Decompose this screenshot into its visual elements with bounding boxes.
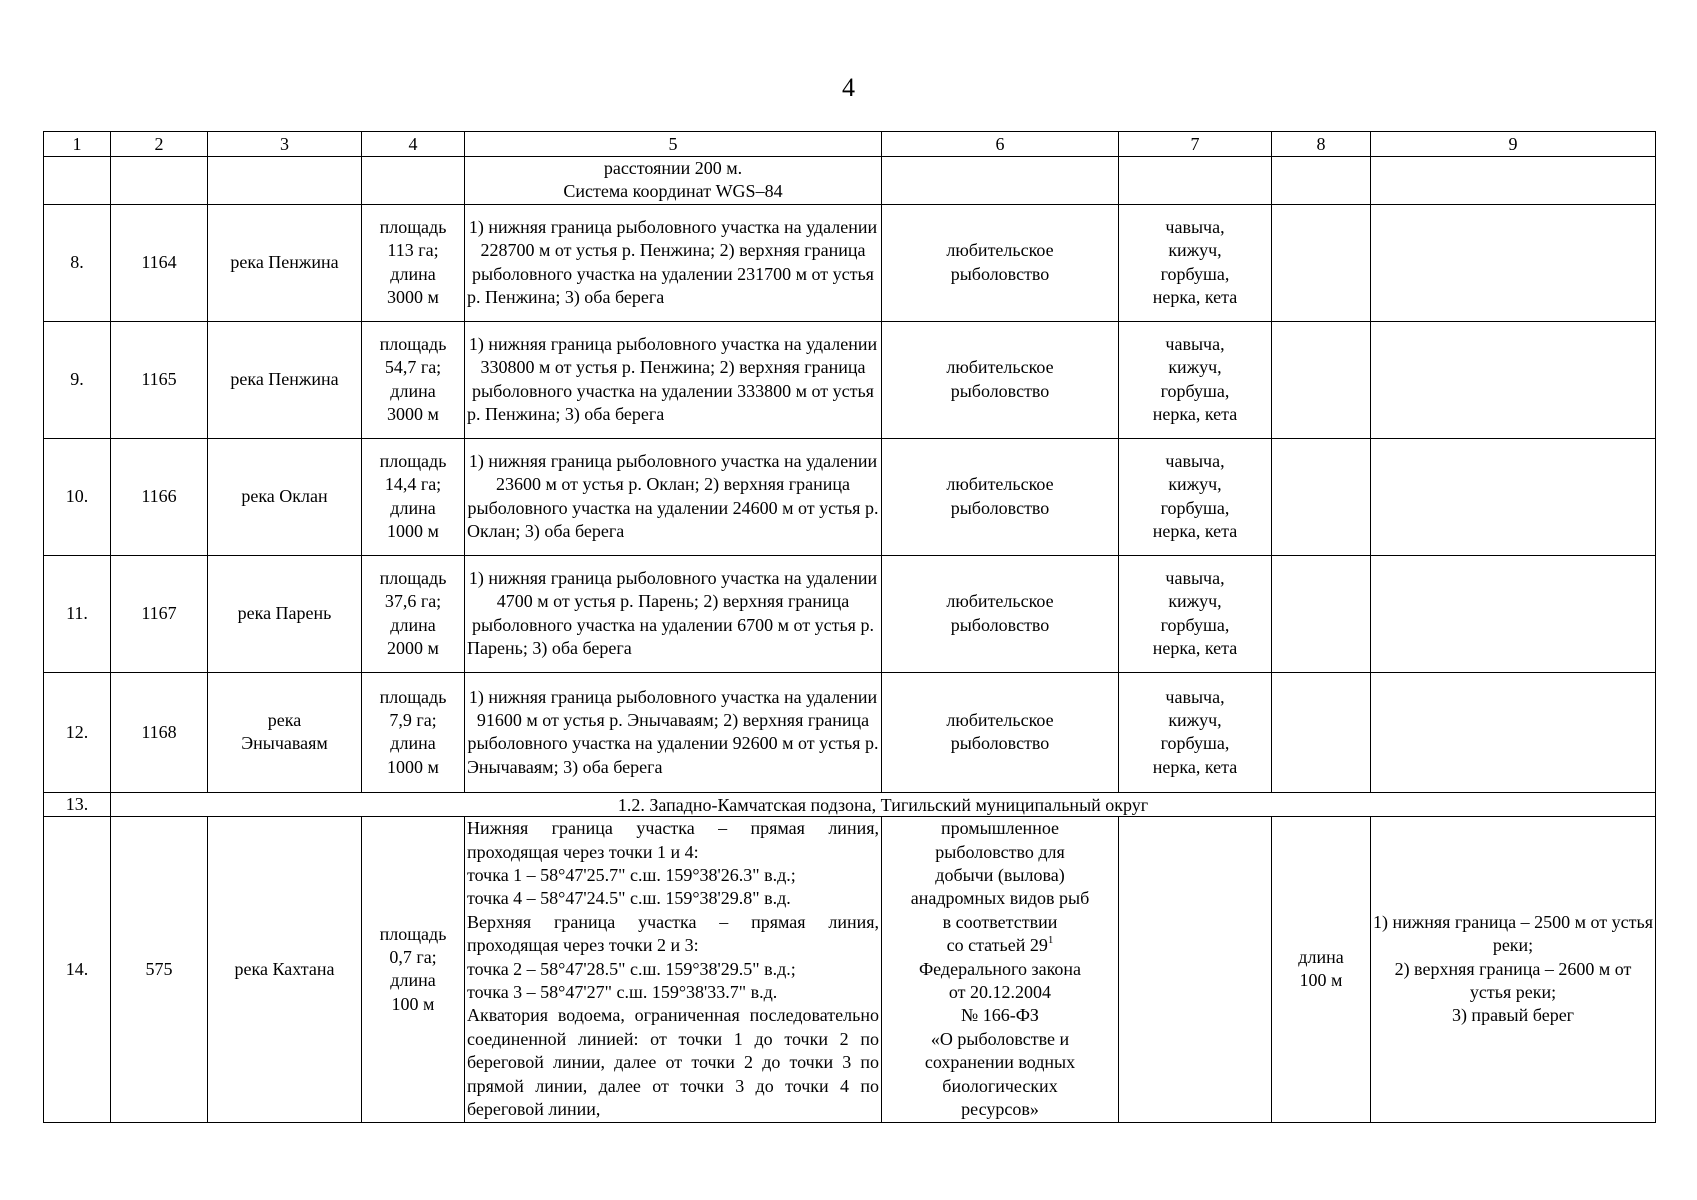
area-code: 1165 (111, 321, 208, 438)
header-cell: 1 (44, 132, 111, 157)
fishing-purpose: любительское рыболовство (882, 555, 1119, 672)
header-row (44, 132, 1656, 157)
water-body-name: река Кахтана (208, 817, 362, 1122)
area-code: 1167 (111, 555, 208, 672)
header-cell: 5 (465, 132, 882, 157)
col9-cell (1371, 438, 1656, 555)
water-body-name: река Пенжина (208, 204, 362, 321)
header-cell: 7 (1119, 132, 1272, 157)
row-number: 9. (44, 321, 111, 438)
page-number: 4 (842, 73, 855, 102)
fish-species: чавыча, кижуч, горбуша, нерка, кета (1119, 204, 1272, 321)
fish-species (1119, 817, 1272, 1122)
header-cell: 8 (1272, 132, 1371, 157)
area-size: площадь 14,4 га; длина 1000 м (362, 438, 465, 555)
row-number: 12. (44, 672, 111, 792)
section-title: 1.2. Западно-Камчатская подзона, Тигильский муниципальный округ (111, 792, 1656, 816)
continuation-row (44, 157, 1656, 205)
table-row (44, 438, 1656, 555)
row-number: 10. (44, 438, 111, 555)
col8-cell (1272, 204, 1371, 321)
area-boundaries: Нижняя граница участка – прямая линия, проходящая через точки 1 и 4: точка 1 – 58°47'25.7" с.ш. 159°38'26.3" в.д.; точка 4 – 58°47'24.5" с.ш. 159°38'29.8" в.д. Верхняя граница участка – прямая линия, проходящая через точки 2 и 3: точка 2 – 58°47'28.5" с.ш. 159°38'29.5" в.д.; точка 3 – 58°47'27" с.ш. 159°38'33.7" в.д. Акватория водоема, ограниченная последовательно соединенной линией: от точки 1 до точки 2 по береговой линии, далее от точки 2 до точки 3 по прямой линии, далее от точки 3 до точки 4 по береговой линии, (465, 817, 882, 1122)
area-code: 575 (111, 817, 208, 1122)
water-body-name: река Оклан (208, 438, 362, 555)
area-code: 1166 (111, 438, 208, 555)
header-cell: 2 (111, 132, 208, 157)
col9-cell (1371, 672, 1656, 792)
header-cell: 9 (1371, 132, 1656, 157)
area-size: площадь 113 га; длина 3000 м (362, 204, 465, 321)
table-row (44, 555, 1656, 672)
row-number: 11. (44, 555, 111, 672)
fish-species: чавыча, кижуч, горбуша, нерка, кета (1119, 555, 1272, 672)
continuation-text: расстоянии 200 м. Система координат WGS–84 (465, 157, 882, 205)
section-row (44, 792, 1656, 816)
water-body-name: река Парень (208, 555, 362, 672)
header-cell: 6 (882, 132, 1119, 157)
col9-cell (1371, 204, 1656, 321)
area-size: площадь 0,7 га; длина 100 м (362, 817, 465, 1122)
fish-species: чавыча, кижуч, горбуша, нерка, кета (1119, 672, 1272, 792)
area-boundaries: 1) нижняя граница рыболовного участка на удалении 23600 м от устья р. Оклан; 2) верхняя граница рыболовного участка на удалении 24600 м от устья р. Оклан; 3) оба берега (465, 438, 882, 555)
table-row (44, 672, 1656, 792)
col9-cell (1371, 555, 1656, 672)
col8-cell (1272, 555, 1371, 672)
fishing-purpose: любительское рыболовство (882, 204, 1119, 321)
table-row (44, 321, 1656, 438)
area-code: 1164 (111, 204, 208, 321)
fishing-purpose: любительское рыболовство (882, 321, 1119, 438)
fishing-areas-table (43, 131, 1656, 1123)
col8-cell (1272, 321, 1371, 438)
table-row (44, 204, 1656, 321)
water-body-name: река Пенжина (208, 321, 362, 438)
area-boundaries: 1) нижняя граница рыболовного участка на удалении 228700 м от устья р. Пенжина; 2) верхняя граница рыболовного участка на удалении 231700 м от устья р. Пенжина; 3) оба берега (465, 204, 882, 321)
fishing-purpose: любительское рыболовство (882, 672, 1119, 792)
fishing-purpose: промышленное рыболовство для добычи (вылова) анадромных видов рыб в соответствии со статьей $29^1$ Федерального закона от 20.12.2004 № 166-ФЗ «О рыболовстве и сохранении водных биологических ресурсов» (882, 817, 1119, 1122)
area-size: площадь 7,9 га; длина 1000 м (362, 672, 465, 792)
col8-cell (1272, 438, 1371, 555)
water-body-name: река Энычаваям (208, 672, 362, 792)
fish-species: чавыча, кижуч, горбуша, нерка, кета (1119, 321, 1272, 438)
table-row (44, 817, 1656, 1122)
fish-species: чавыча, кижуч, горбуша, нерка, кета (1119, 438, 1272, 555)
header-cell: 4 (362, 132, 465, 157)
header-cell: 3 (208, 132, 362, 157)
area-code: 1168 (111, 672, 208, 792)
col9-cell: 1) нижняя граница – 2500 м от устья реки; 2) верхняя граница – 2600 м от устья реки; 3) правый берег (1371, 817, 1656, 1122)
area-size: площадь 54,7 га; длина 3000 м (362, 321, 465, 438)
area-size: площадь 37,6 га; длина 2000 м (362, 555, 465, 672)
fishing-purpose: любительское рыболовство (882, 438, 1119, 555)
col8-cell: длина 100 м (1272, 817, 1371, 1122)
row-number: 14. (44, 817, 111, 1122)
law-article: со статьей $29^1$ (946, 934, 1054, 956)
row-number: 8. (44, 204, 111, 321)
row-number: 13. (44, 792, 111, 816)
col9-cell (1371, 321, 1656, 438)
area-boundaries: 1) нижняя граница рыболовного участка на удалении 330800 м от устья р. Пенжина; 2) верхняя граница рыболовного участка на удалении 333800 м от устья р. Пенжина; 3) оба берега (465, 321, 882, 438)
area-boundaries: 1) нижняя граница рыболовного участка на удалении 91600 м от устья р. Энычаваям; 2) верхняя граница рыболовного участка на удалении 92600 м от устья р. Энычаваям; 3) оба берега (465, 672, 882, 792)
col8-cell (1272, 672, 1371, 792)
area-boundaries: 1) нижняя граница рыболовного участка на удалении 4700 м от устья р. Парень; 2) верхняя граница рыболовного участка на удалении 6700 м от устья р. Парень; 3) оба берега (465, 555, 882, 672)
